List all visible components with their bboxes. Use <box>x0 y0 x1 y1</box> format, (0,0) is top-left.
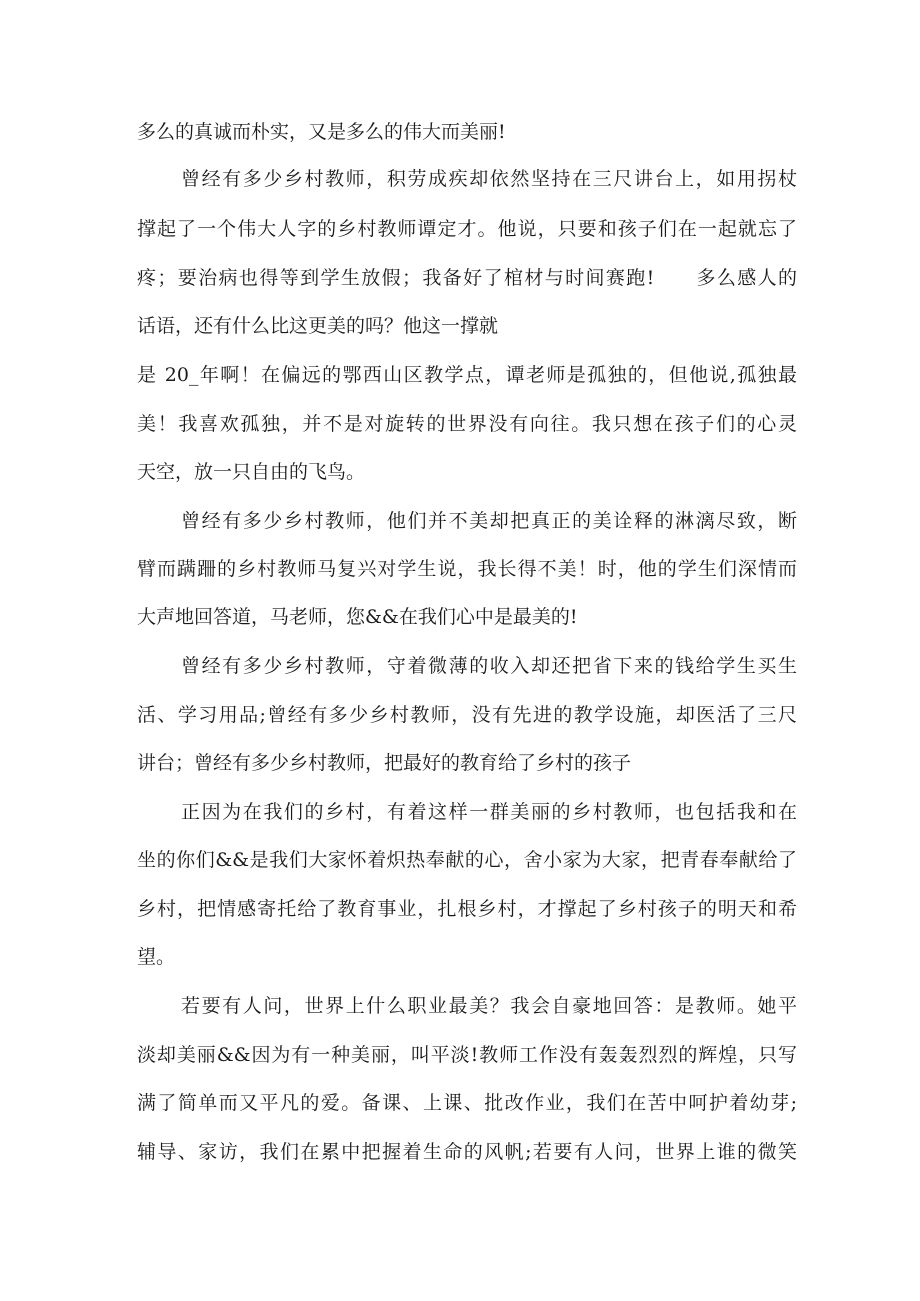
text-line: 满了简单而又平凡的爱。备课、上课、批改作业，我们在苦中呵护着幼芽; <box>137 1092 797 1114</box>
paragraph-first-line: 正因为在我们的乡村，有着这样一群美丽的乡村教师，也包括我和在 <box>181 801 797 823</box>
text-line: 多么的真诚而朴实，又是多么的伟大而美丽! <box>137 121 506 143</box>
text-line: 讲台；曾经有多少乡村教师，把最好的教育给了乡村的孩子 <box>137 752 632 774</box>
text-line: 撑起了一个伟大人字的乡村教师谭定才。他说，只要和孩子们在一起就忘了 <box>137 218 797 240</box>
paragraph-first-line: 曾经有多少乡村教师，积劳成疾却依然坚持在三尺讲台上，如用拐杖 <box>181 168 797 190</box>
text-line: 疼；要治病也得等到学生放假；我备好了棺材与时间赛跑! 多么感人的 <box>137 267 797 289</box>
text-line: 臂而蹒跚的乡村教师马复兴对学生说，我长得不美！时，他的学生们深情而 <box>137 558 797 580</box>
text-line: 辅导、家访，我们在累中把握着生命的风帆;若要有人问，世界上谁的微笑 <box>137 1141 797 1163</box>
text-line: 美！我喜欢孤独，并不是对旋转的世界没有向往。我只想在孩子们的心灵 <box>137 413 797 435</box>
text-line: 活、学习用品;曾经有多少乡村教师，没有先进的教学设施，却医活了三尺 <box>137 704 797 726</box>
paragraph-first-line: 曾经有多少乡村教师，他们并不美却把真正的美诠释的淋漓尽致，断 <box>181 510 797 532</box>
text-line: 望。 <box>137 946 176 968</box>
text-line: 乡村，把情感寄托给了教育事业，扎根乡村，才撑起了乡村孩子的明天和希 <box>137 898 797 920</box>
paragraph-first-line: 曾经有多少乡村教师，守着微薄的收入却还把省下来的钱给学生买生 <box>181 655 797 677</box>
paragraph-first-line: 若要有人问，世界上什么职业最美？我会自豪地回答：是教师。她平 <box>181 995 797 1017</box>
text-line: 天空，放一只自由的飞鸟。 <box>137 461 366 483</box>
text-line: 是 20_年啊！在偏远的鄂西山区教学点，谭老师是孤独的，但他说,孤独最 <box>137 364 797 386</box>
text-line: 话语，还有什么比这更美的吗？他这一撑就 <box>137 315 499 337</box>
text-line: 淡却美丽&&因为有一种美丽，叫平淡!教师工作没有轰轰烈烈的辉煌，只写 <box>137 1044 797 1066</box>
text-line: 坐的你们&&是我们大家怀着炽热奉献的心，舍小家为大家，把青春奉献给了 <box>137 849 797 871</box>
text-line: 大声地回答道，马老师，您&&在我们心中是最美的! <box>137 606 578 628</box>
